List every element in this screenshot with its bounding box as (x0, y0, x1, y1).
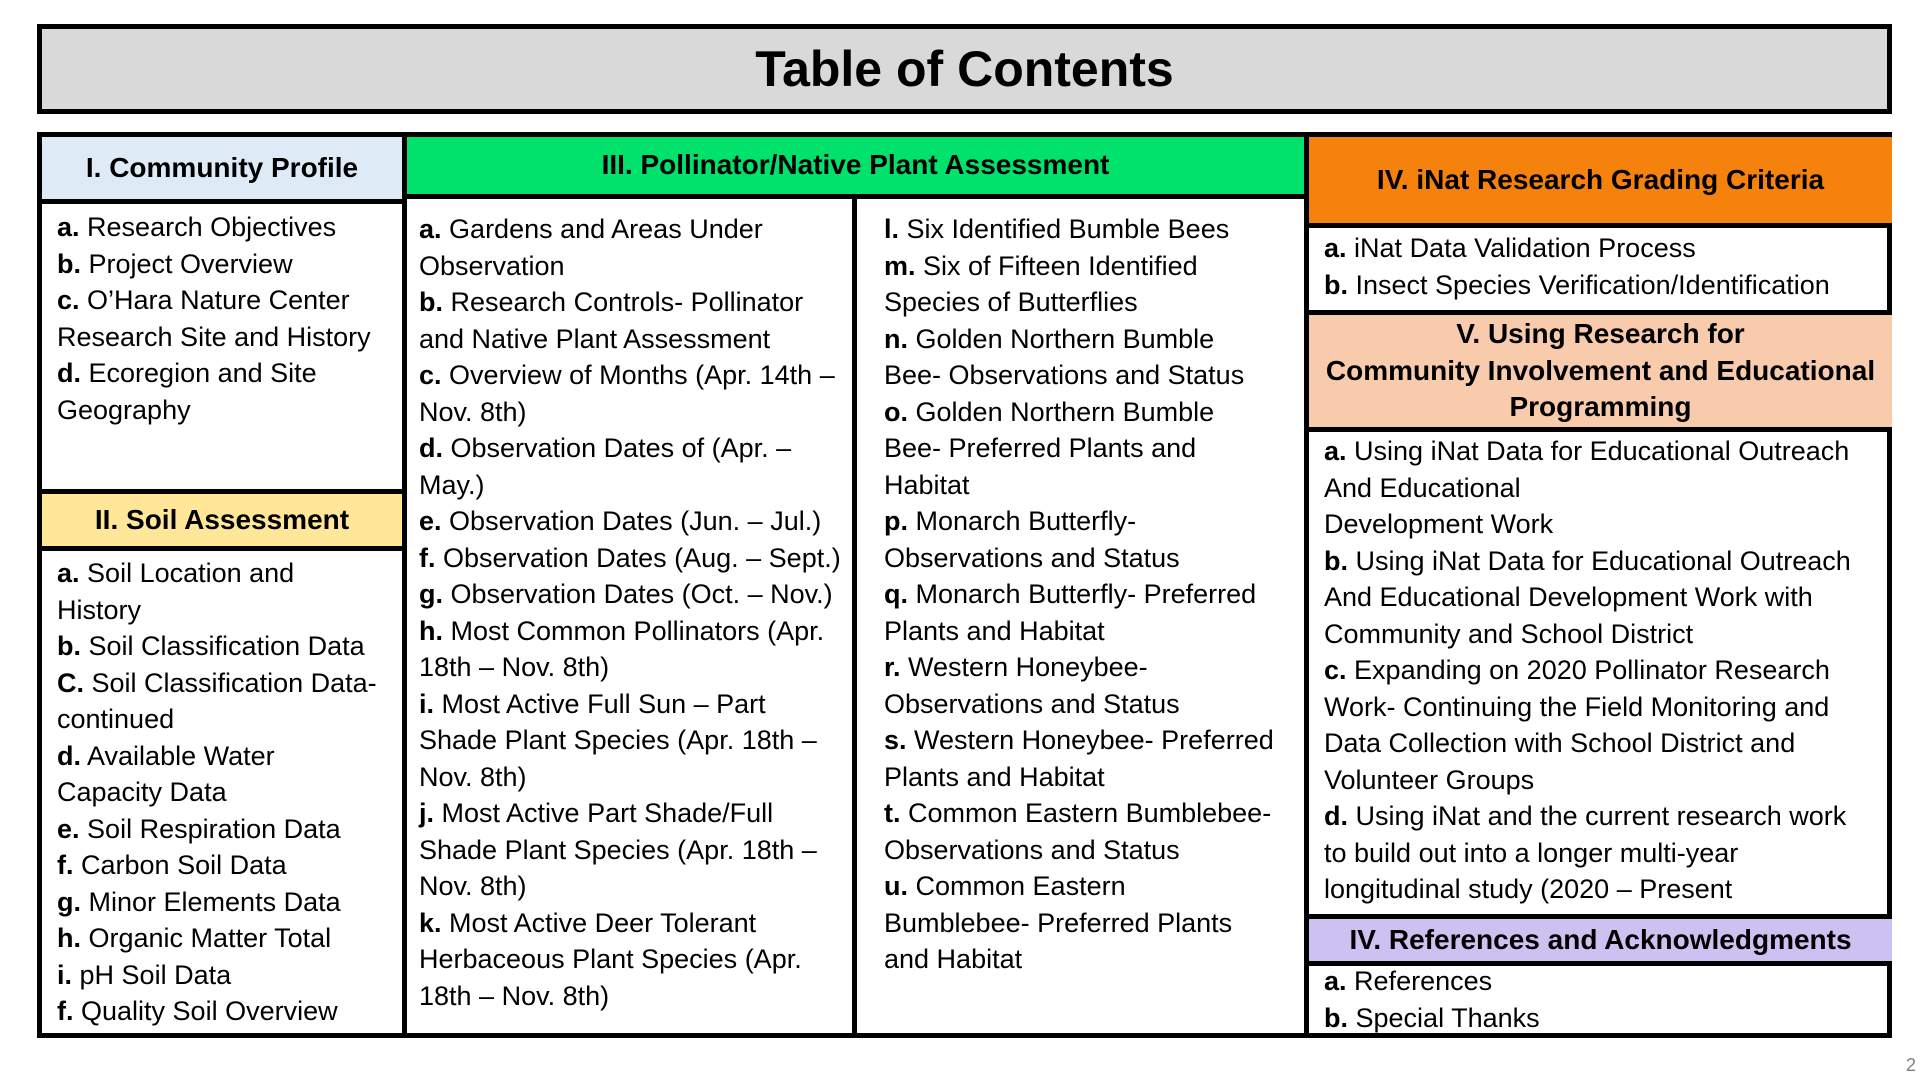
toc-item-letter: a. (1324, 436, 1347, 466)
toc-item (1324, 267, 1884, 304)
community-involvement-list (1324, 433, 1884, 908)
pollinator-list-2 (884, 211, 1304, 978)
toc-item (419, 905, 852, 1015)
toc-item (57, 246, 402, 283)
toc-item (419, 540, 852, 577)
toc-item-letter: e. (57, 813, 80, 844)
toc-item (419, 284, 852, 357)
divider (42, 546, 402, 551)
toc-item-letter: q. (884, 579, 908, 609)
community-profile-list (57, 209, 402, 428)
references-list (1324, 963, 1884, 1036)
toc-item-letter: d. (419, 433, 443, 463)
toc-item-letter: h. (419, 615, 443, 646)
toc-item-letter: i. (419, 688, 435, 719)
toc-item-text: Research Objectives (87, 212, 337, 242)
divider (407, 194, 1304, 199)
toc-item (57, 555, 402, 628)
toc-item (884, 722, 1304, 795)
divider (1309, 427, 1892, 432)
toc-item-letter: i. (57, 959, 73, 990)
toc-item-text: Monarch Butterfly- Preferred Plants and Habitat (884, 579, 1257, 646)
contents-table (37, 132, 1892, 1038)
toc-item (57, 628, 402, 665)
toc-item (1324, 543, 1884, 653)
toc-item-text: Golden Northern Bumble Bee- Observations and Status (884, 323, 1245, 390)
toc-item-text: iNat Data Validation Process (1354, 233, 1696, 263)
toc-item-letter: j. (419, 798, 435, 828)
toc-item-letter: a. (419, 214, 442, 244)
divider (1309, 223, 1892, 228)
toc-item-text: Soil Classification Data (88, 631, 365, 661)
toc-item (884, 394, 1304, 504)
toc-item (1324, 652, 1884, 798)
toc-item (57, 920, 402, 957)
toc-item-text: Western Honeybee- Observations and Status (884, 652, 1180, 719)
inat-grading-header: IV. iNat Research Grading Criteria (1309, 137, 1892, 223)
toc-item (419, 686, 852, 796)
toc-item-text: References (1354, 966, 1493, 996)
toc-item-text: Soil Respiration Data (87, 813, 341, 844)
toc-item-letter: f. (57, 996, 74, 1026)
toc-item-letter: u. (884, 871, 908, 901)
toc-item (57, 811, 402, 848)
references-header: IV. References and Acknowledgments (1309, 919, 1892, 961)
toc-item-text: Observation Dates (Oct. – Nov.) (450, 579, 833, 609)
soil-assessment-list (57, 555, 402, 1030)
toc-item (1324, 963, 1884, 1000)
toc-item-text: Carbon Soil Data (81, 850, 287, 880)
toc-item (57, 993, 402, 1030)
toc-item-letter: p. (884, 506, 908, 536)
toc-item (57, 209, 402, 246)
toc-item-letter: h. (57, 923, 81, 953)
pollinator-list-1 (419, 211, 852, 1014)
toc-item-text: Insect Species Verification/Identification (1355, 269, 1830, 300)
toc-item-letter: e. (419, 506, 442, 536)
toc-item-text: pH Soil Data (79, 959, 232, 990)
toc-item (419, 613, 852, 686)
toc-item-letter: c. (1324, 655, 1347, 685)
toc-item (57, 738, 402, 811)
toc-item (884, 868, 1304, 978)
toc-item-text: Organic Matter Total (88, 923, 332, 953)
toc-item (57, 665, 402, 738)
toc-item-letter: d. (57, 740, 81, 771)
toc-item-text: Quality Soil Overview (81, 996, 338, 1026)
toc-item-letter: m. (884, 250, 916, 281)
page-title: Table of Contents (37, 24, 1892, 114)
toc-item (884, 795, 1304, 868)
toc-item-letter: t. (884, 798, 901, 828)
toc-item-text: Minor Elements Data (88, 886, 341, 917)
toc-item-text: Using iNat Data for Educational Outreach And Educational Development Work (1324, 436, 1850, 539)
toc-item-text: Project Overview (88, 248, 293, 279)
toc-item (884, 576, 1304, 649)
toc-item (884, 503, 1304, 576)
toc-item-letter: b. (1324, 269, 1348, 300)
toc-item-letter: o. (884, 396, 908, 427)
toc-item-letter: g. (57, 886, 81, 917)
toc-item-text: Common Eastern Bumblebee- Preferred Plants and Habitat (884, 871, 1233, 974)
toc-item-letter: f. (57, 850, 74, 880)
toc-item-letter: C. (57, 667, 84, 698)
toc-item-letter: d. (57, 358, 81, 388)
divider (42, 199, 402, 204)
toc-item-text: Golden Northern Bumble Bee- Preferred Plants and Habitat (884, 396, 1215, 500)
community-involvement-header: V. Using Research for Community Involvement and Educational Programming (1309, 315, 1892, 427)
toc-item-text: Most Active Full Sun – Part Shade Plant Species (Apr. 18th – Nov. 8th) (419, 688, 817, 792)
column-divider (852, 199, 857, 1033)
toc-item-letter: k. (419, 907, 442, 938)
toc-item (57, 282, 402, 355)
toc-item-letter: a. (1324, 966, 1347, 996)
toc-item-letter: d. (1324, 801, 1348, 831)
toc-item (419, 357, 852, 430)
toc-item (884, 211, 1304, 248)
toc-item (884, 321, 1304, 394)
toc-item-letter: b. (57, 248, 81, 279)
toc-item-letter: n. (884, 323, 908, 354)
toc-item-letter: b. (419, 287, 443, 317)
toc-item-text: Special Thanks (1355, 1002, 1540, 1033)
toc-item-text: Expanding on 2020 Pollinator Research Work- Continuing the Field Monitoring and Data Collection with School District and Volunteer Groups (1324, 655, 1830, 795)
toc-item-text: O’Hara Nature Center Research Site and History (57, 285, 371, 352)
toc-item-letter: l. (884, 214, 900, 244)
toc-item-letter: g. (419, 579, 443, 609)
toc-item-letter: b. (1324, 1002, 1348, 1033)
toc-item-text: Most Active Deer Tolerant Herbaceous Plant Species (Apr. 18th – Nov. 8th) (419, 907, 802, 1011)
soil-assessment-header: II. Soil Assessment (42, 494, 402, 546)
toc-item (1324, 1000, 1884, 1037)
toc-item (884, 649, 1304, 722)
toc-item-text: Six of Fifteen Identified Species of Butterflies (884, 250, 1198, 317)
inat-grading-list (1324, 230, 1884, 303)
toc-item-text: Using iNat and the current research work to build out into a longer multi-year longitudinal study (2020 – Present (1324, 801, 1847, 904)
pollinator-assessment-header: III. Pollinator/Native Plant Assessment (407, 137, 1304, 194)
toc-item-text: Six Identified Bumble Bees (906, 214, 1230, 244)
toc-item (419, 503, 852, 540)
toc-item (419, 211, 852, 284)
toc-item (57, 957, 402, 994)
toc-item-text: Observation Dates (Aug. – Sept.) (443, 542, 841, 573)
toc-item-text: Most Common Pollinators (Apr. 18th – Nov. 8th) (419, 615, 825, 682)
toc-item-text: Research Controls- Pollinator and Native Plant Assessment (419, 287, 804, 354)
toc-item-text: Common Eastern Bumblebee- Observations and Status (884, 798, 1272, 865)
toc-item-letter: c. (57, 285, 80, 315)
toc-item-text: Monarch Butterfly- Observations and Status (884, 506, 1180, 573)
community-profile-header: I. Community Profile (42, 137, 402, 199)
toc-item-text: Most Active Part Shade/Full Shade Plant Species (Apr. 18th – Nov. 8th) (419, 798, 817, 901)
toc-item-letter: f. (419, 542, 436, 573)
toc-item-text: Western Honeybee- Preferred Plants and Habitat (884, 725, 1274, 792)
toc-item-text: Ecoregion and Site Geography (57, 358, 317, 425)
toc-item-letter: b. (57, 631, 81, 661)
toc-item (419, 576, 852, 613)
toc-item (419, 795, 852, 905)
toc-item-text: Gardens and Areas Under Observation (419, 214, 763, 281)
toc-item-letter: b. (1324, 545, 1348, 576)
toc-item-text: Observation Dates of (Apr. – May.) (419, 433, 792, 500)
column-divider (402, 137, 407, 1033)
toc-item (57, 847, 402, 884)
toc-item-text: Available Water Capacity Data (57, 740, 275, 807)
toc-item-text: Soil Classification Data- continued (57, 667, 377, 734)
toc-item (884, 248, 1304, 321)
toc-item-letter: c. (419, 360, 442, 390)
toc-item-text: Soil Location and History (57, 558, 295, 625)
toc-item (57, 355, 402, 428)
toc-item-letter: r. (884, 652, 901, 682)
toc-item (1324, 433, 1884, 543)
toc-item-letter: s. (884, 725, 907, 755)
toc-item-text: Observation Dates (Jun. – Jul.) (449, 506, 822, 536)
toc-item (57, 884, 402, 921)
toc-item-text: Overview of Months (Apr. 14th – Nov. 8th) (419, 360, 835, 427)
toc-item-text: Using iNat Data for Educational Outreach And Educational Development Work with Community and School District (1324, 545, 1851, 649)
page-number: 2 (1905, 1055, 1916, 1075)
toc-item-letter: a. (57, 558, 80, 588)
column-divider (1304, 137, 1309, 1033)
toc-item (419, 430, 852, 503)
toc-item (1324, 798, 1884, 908)
toc-item (1324, 230, 1884, 267)
toc-item-letter: a. (1324, 233, 1347, 263)
toc-item-letter: a. (57, 212, 80, 242)
